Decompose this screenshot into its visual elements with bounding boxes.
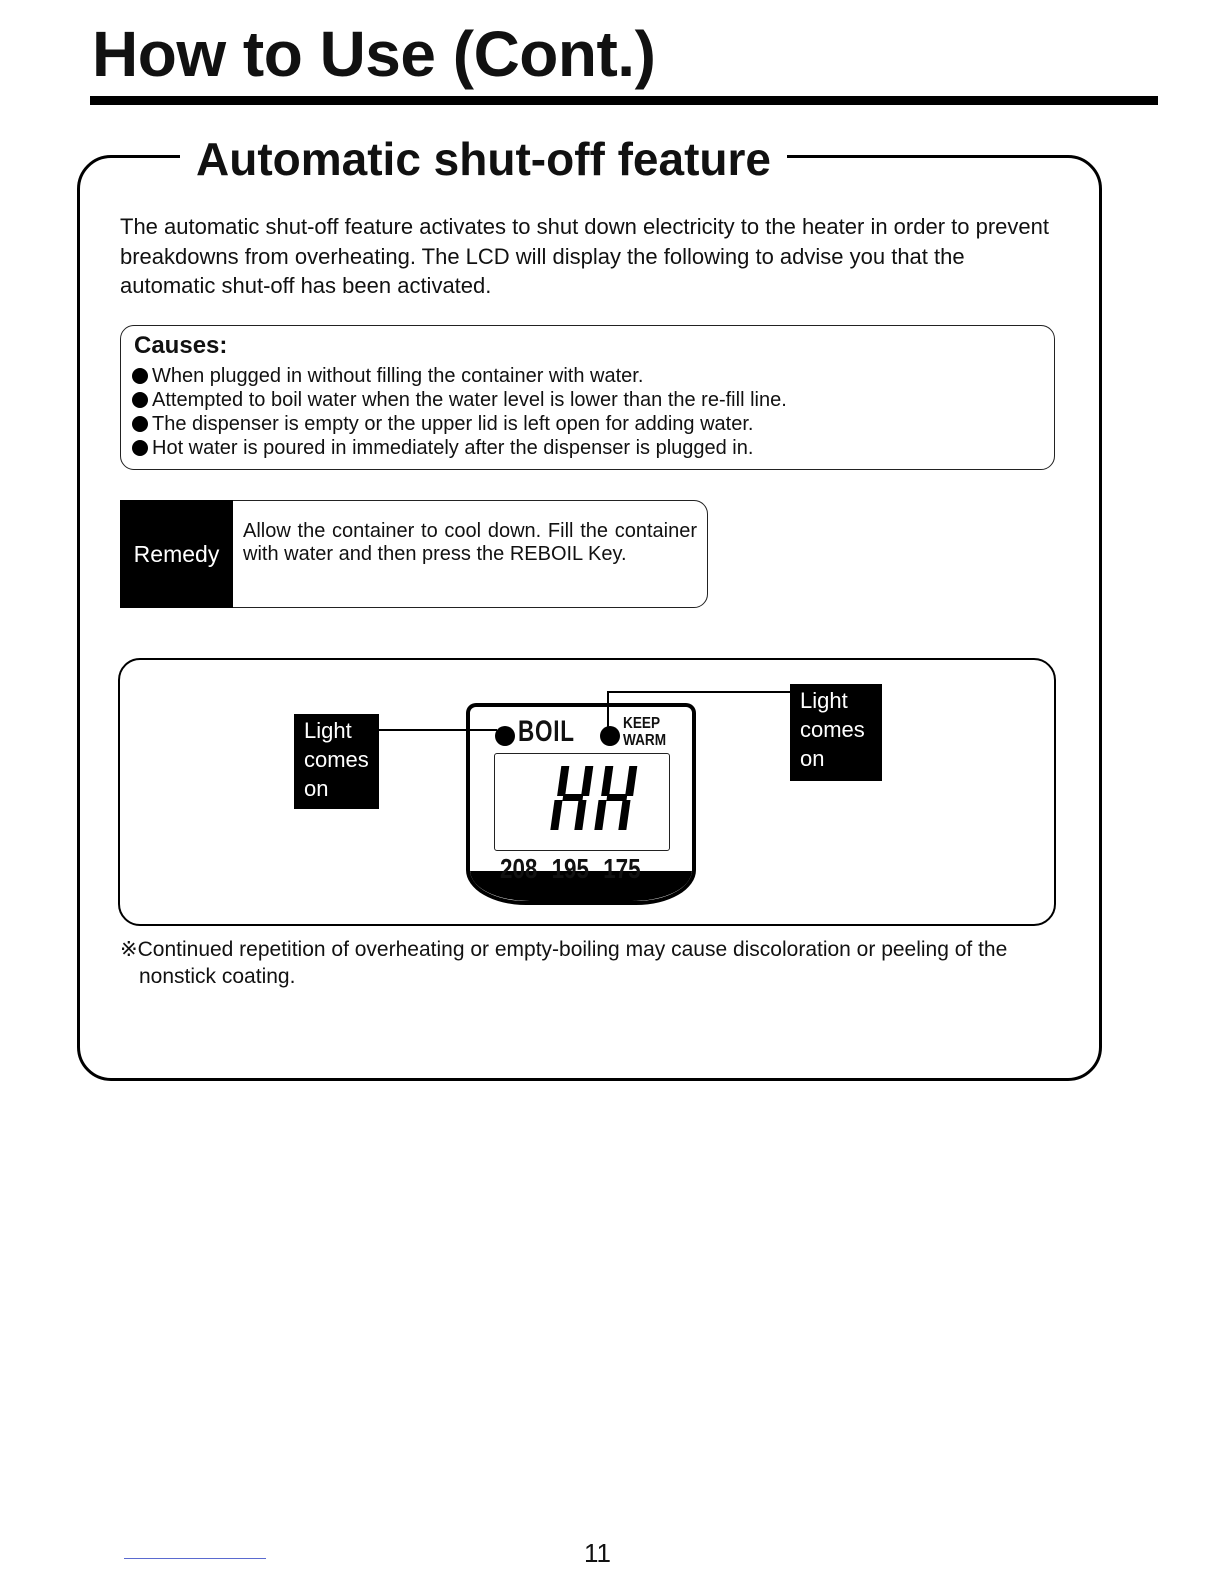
bullet-icon (132, 440, 148, 456)
segment-display-hh (495, 754, 668, 849)
callout-light-left (294, 714, 379, 809)
causes-list (132, 364, 787, 460)
cause-text: When plugged in without filling the container with water. (152, 365, 644, 387)
lcd-panel (466, 703, 696, 905)
intro-paragraph: The automatic shut-off feature activates to shut down electricity to the heater in order to prevent breakdowns from overheating. The LCD will display the following to advise you that the automatic shut-off has been activated. (120, 214, 1049, 298)
callout-light-right (790, 684, 882, 781)
remedy-label: Remedy (120, 500, 233, 608)
footnote-line-1: Continued repetition of overheating or empty-boiling may cause discoloration or peeling of the (137, 938, 1008, 961)
list-item (132, 436, 787, 460)
lcd-screen (494, 753, 670, 851)
keep-text: KEEP (623, 715, 661, 732)
callout-connector-right-horizontal (608, 691, 790, 693)
footer-rule (124, 1558, 266, 1559)
segment-middle-2 (606, 794, 627, 801)
temp-175: 175 (603, 853, 641, 884)
list-item (132, 388, 787, 412)
title-rule (90, 96, 1158, 105)
footnote (120, 936, 1060, 990)
boil-label: BOIL (518, 715, 575, 748)
temp-208: 208 (500, 853, 538, 884)
warm-text: WARM (623, 732, 667, 749)
section-title: Automatic shut-off feature (180, 128, 787, 190)
keep-warm-label (623, 715, 666, 749)
bullet-icon (132, 392, 148, 408)
keep-warm-indicator-icon (600, 726, 620, 746)
segment-right-top-2 (625, 766, 637, 796)
bullet-icon (132, 416, 148, 432)
callout-line: comes (304, 747, 369, 772)
remedy-text: Allow the container to cool down. Fill the container with water and then press the REBOIL Key. (243, 520, 697, 565)
segment-right-top-1 (581, 766, 593, 796)
callout-line: on (304, 776, 329, 801)
footnote-line-2: nonstick coating. (139, 965, 296, 988)
segment-left-top-1 (557, 766, 569, 796)
bullet-icon (132, 368, 148, 384)
segment-middle-1 (562, 794, 583, 801)
temp-195: 195 (551, 853, 589, 884)
temperature-labels (500, 853, 641, 885)
segment-right-bottom-2 (618, 800, 630, 830)
cause-text: The dispenser is empty or the upper lid is left open for adding water. (152, 413, 754, 435)
page-title: How to Use (Cont.) (92, 18, 656, 90)
segment-left-bottom-1 (550, 800, 562, 830)
boil-indicator-icon (495, 726, 515, 746)
callout-line: comes (800, 717, 865, 742)
callout-line: Light (304, 718, 352, 743)
segment-right-bottom-1 (574, 800, 586, 830)
cause-text: Hot water is poured in immediately after the dispenser is plugged in. (152, 437, 754, 459)
list-item (132, 412, 787, 436)
segment-left-top-2 (601, 766, 613, 796)
callout-line: on (800, 746, 825, 771)
segment-left-bottom-2 (594, 800, 606, 830)
cause-text: Attempted to boil water when the water level is lower than the re-fill line. (152, 389, 787, 411)
callout-line: Light (800, 688, 848, 713)
reference-mark: ※ (120, 938, 138, 961)
causes-heading: Causes: (134, 332, 228, 359)
page-number: 11 (584, 1538, 611, 1568)
list-item (132, 364, 787, 388)
